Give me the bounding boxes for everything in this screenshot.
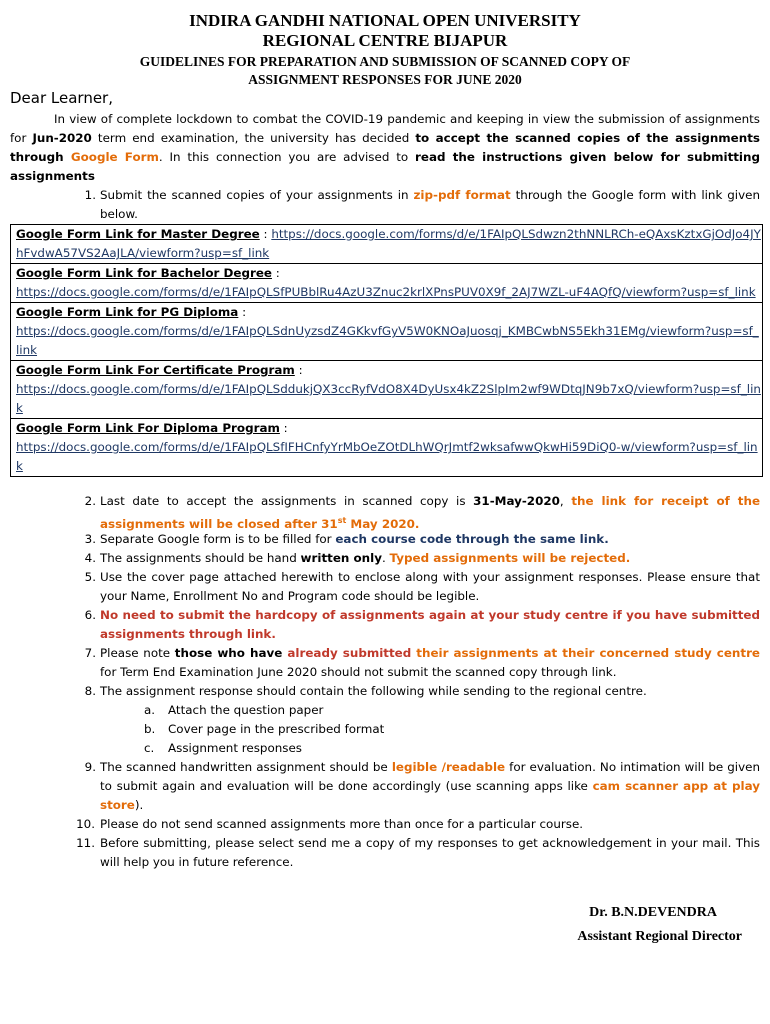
- sub-item-text: Cover page in the prescribed format: [168, 722, 385, 736]
- bachelor-degree-link[interactable]: https://docs.google.com/forms/d/e/1FAIpQLSfPUBblRu4AzU3Znuc2krlXPnsPUV0X9f_2AJ7WZL-uF4AQfQ/viewform?usp=sf_link: [16, 285, 756, 299]
- list-item-4: [84, 549, 760, 568]
- item-text: The scanned handwritten assignment should be: [100, 760, 392, 774]
- item-number: 6.: [84, 608, 96, 622]
- centre-title: REGIONAL CENTRE BIJAPUR: [262, 31, 508, 50]
- sub-item-c: [144, 739, 302, 758]
- link-sep: :: [294, 363, 303, 377]
- link-row-diploma: [11, 419, 762, 477]
- pg-diploma-link[interactable]: https://docs.google.com/forms/d/e/1FAIpQLSdnUyzsdZ4GKkvfGyV5W0KNOaJuosqj_KMBCwbNS5Ekh31EMg/viewform?usp=sf_link: [16, 324, 759, 357]
- item-text: Please do not send scanned assignments more than once for a particular course.: [100, 817, 584, 831]
- university-title: INDIRA GANDHI NATIONAL OPEN UNIVERSITY: [189, 11, 581, 30]
- intro-decision: to accept the scanned copies of the assignments through: [10, 131, 760, 164]
- link-sep: :: [271, 266, 280, 280]
- subtitle-line2: ASSIGNMENT RESPONSES FOR JUNE 2020: [248, 72, 522, 87]
- link-row-bachelor: [11, 264, 762, 303]
- link-label: Google Form Link for Master Degree: [16, 227, 260, 241]
- links-box: [10, 224, 763, 477]
- item-text: Use the cover page attached herewith to enclose along with your assignment responses. Please ensure that your Name, Enrollment No and Program code should be legible.: [100, 570, 760, 603]
- certificate-program-link[interactable]: https://docs.google.com/forms/d/e/1FAIpQLSddukjQX3ccRyfVdO8X4DyUsx4kZ2SlpIm2wf9WDtqJN9b7xQ/viewform?usp=sf_link: [16, 382, 761, 415]
- sub-item-text: Assignment responses: [168, 741, 302, 755]
- signatory-title: Assistant Regional Director: [577, 929, 742, 944]
- list-item-11: [76, 834, 760, 872]
- sub-item-text: Attach the question paper: [168, 703, 324, 717]
- study-centre-note: their assignments at their concerned study centre: [411, 646, 760, 660]
- sub-item-number: b.: [144, 722, 156, 736]
- list-item-7: [84, 644, 760, 682]
- item-text: The assignment response should contain the following while sending to the regional centre.: [100, 684, 647, 698]
- typed-rejected: Typed assignments will be rejected.: [389, 551, 631, 565]
- intro-text: In view of complete lockdown to combat the COVID-19 pandemic and keeping in view the submission of assignments for: [10, 112, 760, 145]
- item-text: through the Google form with link given below.: [100, 188, 760, 221]
- list-item-2: [84, 492, 761, 534]
- link-label: Google Form Link For Certificate Program: [16, 363, 295, 377]
- item-text: ).: [134, 798, 144, 812]
- item-number: 11.: [76, 836, 95, 850]
- list-item-3: [84, 530, 760, 549]
- intro-text: term end examination, the university has decided: [91, 131, 416, 145]
- item-number: 9.: [84, 760, 96, 774]
- subtitle-line1: GUIDELINES FOR PREPARATION AND SUBMISSION OF SCANNED COPY OF: [139, 54, 631, 69]
- sub-item-number: c.: [144, 741, 155, 755]
- link-label: Google Form Link for PG Diploma: [16, 305, 239, 319]
- link-row-pg-diploma: [11, 303, 762, 361]
- each-course-code: each course code through the same link.: [335, 532, 609, 546]
- intro-paragraph: [10, 110, 760, 186]
- item-text: for Term End Examination June 2020 should not submit the scanned copy through link.: [100, 665, 617, 679]
- already-submitted: already submitted: [287, 646, 412, 660]
- item-text: .: [381, 551, 390, 565]
- date-suffix: st: [337, 516, 347, 525]
- list-item-8: [84, 682, 760, 701]
- link-sep: :: [238, 305, 247, 319]
- item-number: 5.: [84, 570, 96, 584]
- item-number: 3.: [84, 532, 96, 546]
- master-degree-link[interactable]: https://docs.google.com/forms/d/e/1FAIpQLSdwzn2thNNLRCh-eQAxsKztxGjOdJo4JYhFvdwA57VS2AaJLA/viewform?usp=sf_link: [16, 227, 761, 260]
- no-hardcopy-note: No need to submit the hardcopy of assignments again at your study centre if you have submitted assignments through link.: [100, 608, 760, 641]
- list-item-1: [84, 186, 760, 224]
- sub-item-a: [144, 701, 324, 720]
- link-label: Google Form Link for Bachelor Degree: [16, 266, 272, 280]
- diploma-program-link[interactable]: https://docs.google.com/forms/d/e/1FAIpQLSfIFHCnfyYrMbOeZOtDLhWQrJmtf2wksafwwQkwHi59DiQ0-w/viewform?usp=sf_link: [16, 440, 758, 473]
- item-text: Submit the scanned copies of your assignments in: [100, 188, 414, 202]
- list-item-9: [84, 758, 761, 815]
- last-date: 31-May-2020: [473, 494, 560, 508]
- item-number: 8.: [84, 684, 96, 698]
- zip-pdf-format: zip-pdf format: [413, 188, 511, 202]
- legible-readable: legible /readable: [391, 760, 506, 774]
- link-sep: :: [259, 227, 272, 241]
- link-closing-note: the link for receipt of the assignments will be closed after 31: [100, 494, 761, 531]
- link-row-certificate: [11, 361, 762, 419]
- intro-text: . In this connection you are advised to: [158, 150, 416, 164]
- intro-instruction: read the instructions given below for submitting assignments: [10, 150, 760, 183]
- item-number: 4.: [84, 551, 96, 565]
- item-number: 10.: [76, 817, 95, 831]
- greeting: Dear Learner,: [10, 89, 113, 107]
- those-who-have: those who have: [174, 646, 288, 660]
- item-number: 7.: [84, 646, 96, 660]
- item-text: Before submitting, please select send me a copy of my responses to get acknowledgement in your mail. This will help you in future reference.: [100, 836, 760, 869]
- sub-item-number: a.: [144, 703, 156, 717]
- sub-item-b: [144, 720, 385, 739]
- item-text: ,: [559, 494, 572, 508]
- link-sep: :: [279, 421, 288, 435]
- item-text: Last date to accept the assignments in scanned copy is: [100, 494, 474, 508]
- list-item-10: [76, 815, 760, 834]
- item-text: The assignments should be hand: [100, 551, 301, 565]
- link-closing-month: May 2020.: [346, 516, 420, 531]
- intro-google-form: Google Form: [70, 150, 159, 164]
- item-number: 1.: [84, 188, 96, 202]
- cam-scanner-note: cam scanner app at play store: [100, 779, 761, 812]
- link-label: Google Form Link For Diploma Program: [16, 421, 280, 435]
- intro-term: Jun-2020: [32, 131, 92, 145]
- item-text: for evaluation. No intimation will be given to submit again and evaluation will be done accordingly (use scanning apps like: [100, 760, 760, 793]
- item-text: Please note: [100, 646, 175, 660]
- signatory-name: Dr. B.N.DEVENDRA: [589, 905, 717, 920]
- item-text: Separate Google form is to be filled for: [100, 532, 336, 546]
- written-only: written only: [300, 551, 382, 565]
- item-number: 2.: [84, 494, 96, 508]
- list-item-5: [84, 568, 760, 606]
- link-row-master: [11, 225, 762, 264]
- list-item-6: [84, 606, 760, 644]
